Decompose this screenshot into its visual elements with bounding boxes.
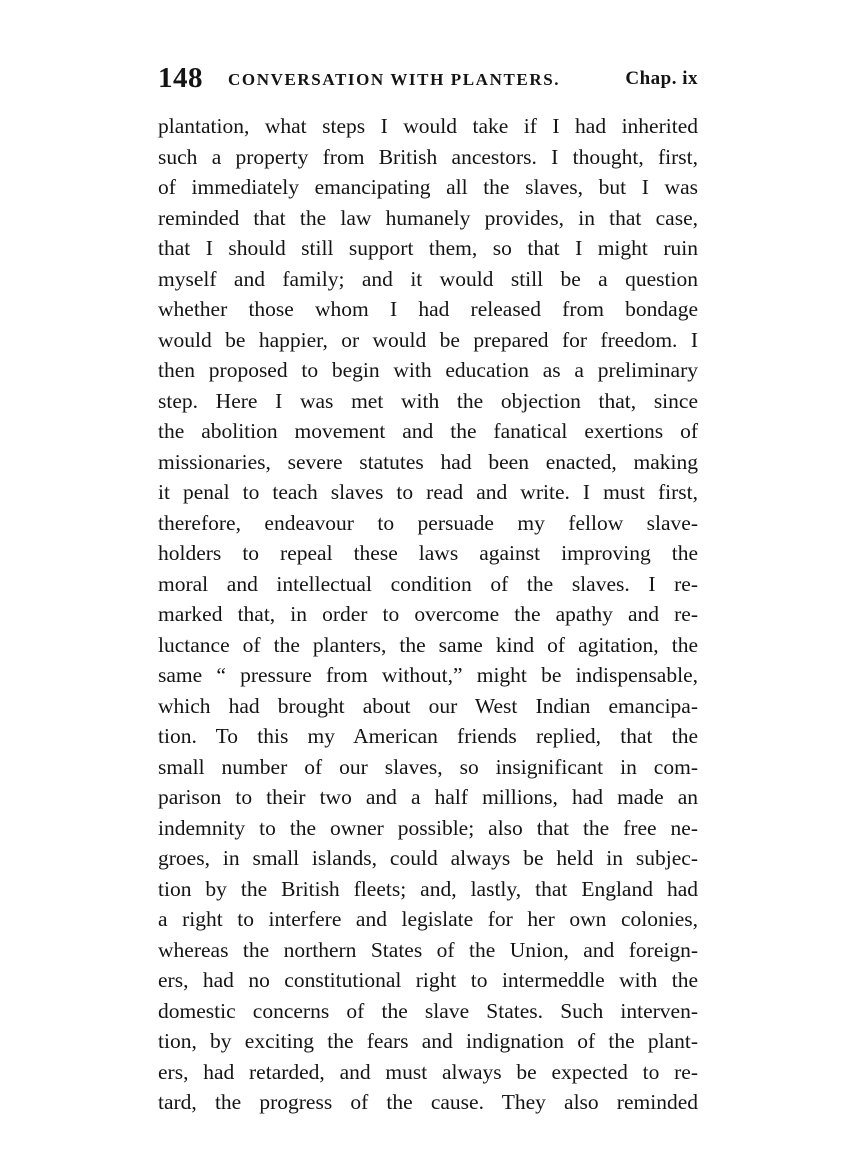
text-line: parison to their two and a half millions, had made an — [158, 785, 698, 809]
text-line: therefore, endeavour to persuade my fellow slave- — [158, 510, 698, 535]
text-line: groes, in small islands, could always be held in subjec- — [158, 846, 698, 870]
text-line: such a property from British ancestors. I thought, first, — [158, 144, 698, 169]
text-line: would be happier, or would be prepared for freedom. I — [158, 327, 698, 352]
chapter-reference: Chap. ix — [625, 68, 698, 89]
text-line: the abolition movement and the fanatical exertions of — [158, 419, 698, 443]
text-line: ers, had no constitutional right to intermeddle with the — [158, 968, 698, 992]
text-line: missionaries, severe statutes had been enacted, making — [158, 449, 698, 474]
text-line: which had brought about our West Indian emancipa- — [158, 693, 698, 718]
text-line: whereas the northern States of the Union, and foreign- — [158, 937, 698, 962]
text-line: same “ pressure from without,” might be indispensable, — [158, 663, 698, 687]
body-text — [158, 111, 698, 1118]
text-line: step. Here I was met with the objection that, since — [158, 388, 698, 413]
text-line: tion, by exciting the fears and indignation of the plant- — [158, 1029, 698, 1053]
text-line: marked that, in order to overcome the apathy and re- — [158, 602, 698, 626]
text-line: then proposed to begin with education as a preliminary — [158, 358, 698, 382]
text-line: small number of our slaves, so insignificant in com- — [158, 754, 698, 779]
text-line: moral and intellectual condition of the slaves. I re- — [158, 571, 698, 596]
text-line: that I should still support them, so that I might ruin — [158, 236, 698, 260]
text-line: whether those whom I had released from bondage — [158, 297, 698, 321]
text-line: holders to repeal these laws against improving the — [158, 541, 698, 565]
text-line: it penal to teach slaves to read and write. I must first, — [158, 480, 698, 504]
text-line: a right to interfere and legislate for her own colonies, — [158, 907, 698, 931]
page-header — [158, 62, 698, 96]
text-line: reminded that the law humanely provides, in that case, — [158, 205, 698, 230]
text-line: of immediately emancipating all the slaves, but I was — [158, 175, 698, 199]
text-line: myself and family; and it would still be a question — [158, 266, 698, 291]
text-line: domestic concerns of the slave States. Such interven- — [158, 998, 698, 1023]
running-title: CONVERSATION WITH PLANTERS. — [228, 70, 561, 89]
text-line: ers, had retarded, and must always be expected to re- — [158, 1059, 698, 1084]
text-line: tion by the British fleets; and, lastly, that England had — [158, 876, 698, 901]
page-number: 148 — [158, 62, 203, 94]
text-line: tion. To this my American friends replied, that the — [158, 724, 698, 748]
text-line: tard, the progress of the cause. They also reminded — [158, 1090, 698, 1114]
text-line: luctance of the planters, the same kind of agitation, the — [158, 632, 698, 657]
text-line: plantation, what steps I would take if I had inherited — [158, 114, 698, 138]
text-line: indemnity to the owner possible; also that the free ne- — [158, 815, 698, 840]
